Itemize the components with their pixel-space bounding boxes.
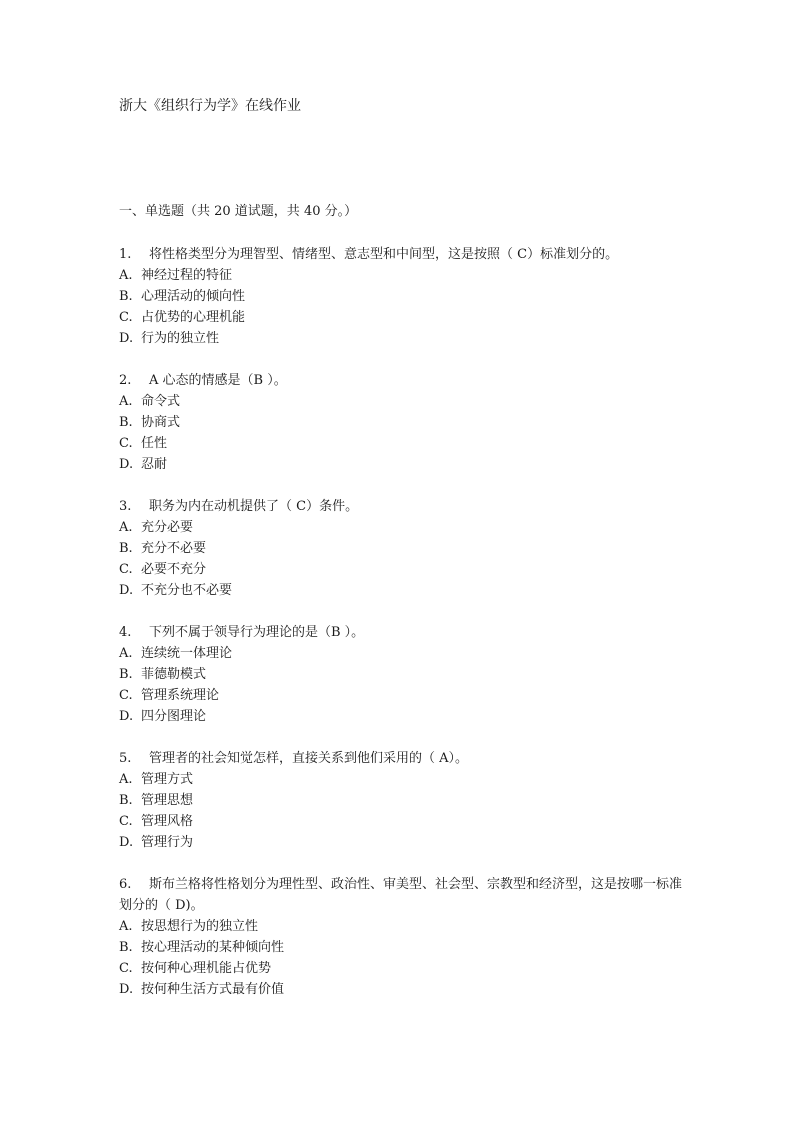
option-text: 忍耐 <box>141 457 168 472</box>
option-d <box>119 328 689 349</box>
question-number: 2. <box>119 373 132 388</box>
option-a <box>119 391 689 412</box>
option-letter: C. <box>119 688 133 703</box>
option-text: 不充分也不必要 <box>141 583 233 598</box>
option-list <box>119 265 689 349</box>
option-a <box>119 265 689 286</box>
option-c <box>119 307 689 328</box>
option-list <box>119 391 689 475</box>
option-letter: C. <box>119 310 133 325</box>
document-title: 浙大《组织行为学》在线作业 <box>119 98 301 114</box>
option-letter: B. <box>119 415 133 430</box>
question-number: 5. <box>119 751 132 766</box>
option-text: 任性 <box>141 436 168 451</box>
question-number: 4. <box>119 625 132 640</box>
option-text: 按心理活动的某种倾向性 <box>141 940 285 955</box>
option-text: 充分必要 <box>141 520 194 535</box>
question-number: 6. <box>119 877 132 892</box>
option-c <box>119 433 689 454</box>
option-text: 菲德勒模式 <box>141 667 207 682</box>
question-stem <box>119 748 689 769</box>
option-text: 协商式 <box>141 415 181 430</box>
question-3 <box>119 496 689 601</box>
option-a <box>119 517 689 538</box>
option-d <box>119 979 689 1000</box>
option-text: 充分不必要 <box>141 541 207 556</box>
option-text: 必要不充分 <box>141 562 207 577</box>
option-letter: D. <box>119 709 134 724</box>
option-text: 心理活动的倾向性 <box>141 289 246 304</box>
option-list <box>119 643 689 727</box>
option-b <box>119 664 689 685</box>
question-number: 1. <box>119 247 132 262</box>
option-letter: A. <box>119 268 133 283</box>
question-text: 斯布兰格将性格划分为理性型、政治性、审美型、社会型、宗教型和经济型，这是按哪一标准划分的（ D)。 <box>119 877 683 913</box>
option-letter: C. <box>119 814 133 829</box>
option-d <box>119 832 689 853</box>
option-letter: C. <box>119 436 133 451</box>
option-text: 管理系统理论 <box>141 688 220 703</box>
option-c <box>119 811 689 832</box>
option-letter: D. <box>119 457 134 472</box>
option-letter: B. <box>119 940 133 955</box>
question-4 <box>119 622 689 727</box>
option-text: 占优势的心理机能 <box>141 310 246 325</box>
option-text: 连续统一体理论 <box>141 646 233 661</box>
option-letter: C. <box>119 562 133 577</box>
option-letter: A. <box>119 646 133 661</box>
option-text: 按思想行为的独立性 <box>141 919 259 934</box>
option-c <box>119 559 689 580</box>
option-letter: B. <box>119 289 133 304</box>
option-letter: A. <box>119 520 133 535</box>
option-text: 管理风格 <box>141 814 194 829</box>
option-letter: C. <box>119 961 133 976</box>
option-c <box>119 685 689 706</box>
option-list <box>119 517 689 601</box>
question-text: 将性格类型分为理智型、情绪型、意志型和中间型，这是按照（ C）标准划分的。 <box>149 247 619 262</box>
option-list <box>119 916 689 1000</box>
option-c <box>119 958 689 979</box>
question-text: 职务为内在动机提供了（ C）条件。 <box>149 499 359 514</box>
option-letter: D. <box>119 583 134 598</box>
option-a <box>119 916 689 937</box>
option-d <box>119 580 689 601</box>
question-text: A 心态的情感是（B ）。 <box>149 373 287 388</box>
option-text: 四分图理论 <box>141 709 207 724</box>
option-b <box>119 286 689 307</box>
question-text: 管理者的社会知觉怎样，直接关系到他们采用的（ A）。 <box>149 751 469 766</box>
question-stem <box>119 496 689 517</box>
question-stem <box>119 244 689 265</box>
option-d <box>119 454 689 475</box>
option-letter: B. <box>119 541 133 556</box>
question-2 <box>119 370 689 475</box>
option-letter: A. <box>119 772 133 787</box>
question-5 <box>119 748 689 853</box>
option-letter: B. <box>119 667 133 682</box>
option-letter: D. <box>119 835 134 850</box>
option-text: 按何种心理机能占优势 <box>141 961 272 976</box>
question-list <box>119 244 689 1021</box>
question-6 <box>119 874 689 1000</box>
option-b <box>119 790 689 811</box>
option-b <box>119 412 689 433</box>
section-heading: 一、单选题（共 20 道试题，共 40 分。） <box>119 204 358 219</box>
question-1 <box>119 244 689 349</box>
option-list <box>119 769 689 853</box>
question-text: 下列不属于领导行为理论的是（B ）。 <box>149 625 365 640</box>
option-letter: D. <box>119 982 134 997</box>
option-a <box>119 769 689 790</box>
option-letter: A. <box>119 394 133 409</box>
question-stem <box>119 370 689 391</box>
option-text: 神经过程的特征 <box>141 268 233 283</box>
option-text: 按何种生活方式最有价值 <box>141 982 285 997</box>
option-letter: A. <box>119 919 133 934</box>
option-b <box>119 937 689 958</box>
option-text: 管理思想 <box>141 793 194 808</box>
question-stem <box>119 874 689 916</box>
option-b <box>119 538 689 559</box>
option-d <box>119 706 689 727</box>
option-text: 命令式 <box>141 394 181 409</box>
option-letter: B. <box>119 793 133 808</box>
question-stem <box>119 622 689 643</box>
option-text: 管理方式 <box>141 772 194 787</box>
option-a <box>119 643 689 664</box>
option-text: 行为的独立性 <box>141 331 220 346</box>
option-letter: D. <box>119 331 134 346</box>
question-number: 3. <box>119 499 132 514</box>
option-text: 管理行为 <box>141 835 194 850</box>
